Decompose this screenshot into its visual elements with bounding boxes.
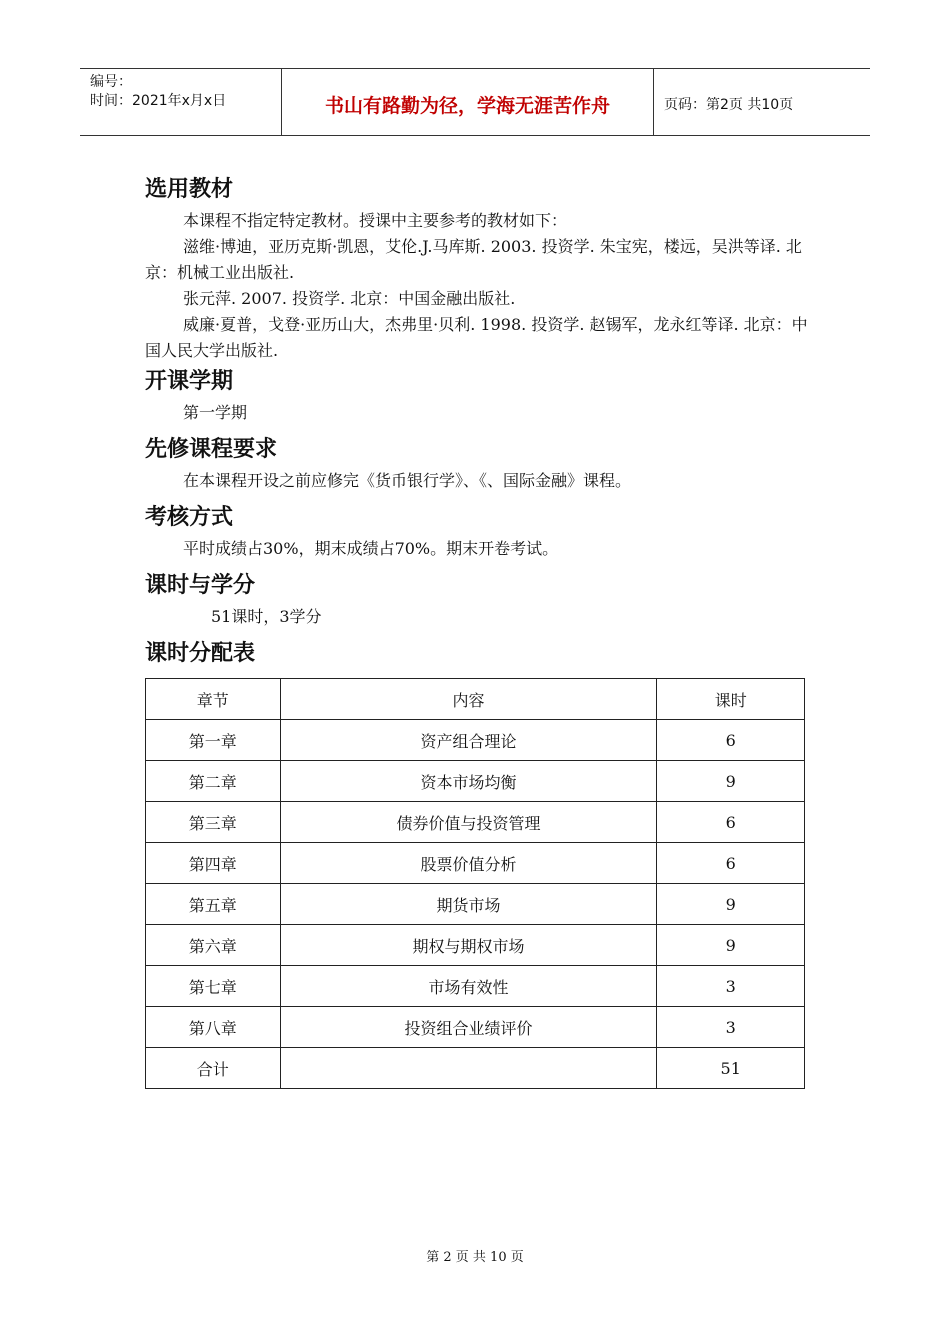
table-cell-chapter: 第六章 [146,925,281,966]
table-total-row [146,1048,805,1089]
header-meta [80,69,282,135]
table-header-content: 内容 [280,679,657,720]
allocation-table [145,678,805,1089]
table-row [146,1007,805,1048]
document-body [145,172,810,1089]
section-title-prereq: 先修课程要求 [145,437,278,462]
section-title-credits: 课时与学分 [145,573,256,598]
table-cell-content: 期权与期权市场 [280,925,657,966]
table-cell-content: 期货市场 [280,884,657,925]
header-page-info: 页码：第2页 共10页 [664,97,794,113]
table-row [146,966,805,1007]
table-cell-hours: 9 [657,761,805,802]
table-cell-hours: 9 [657,925,805,966]
table-cell-hours: 3 [657,1007,805,1048]
header-number: 编号： [90,74,132,90]
assessment-text: 平时成绩占30%，期末成绩占70%。期末开卷考试。 [183,539,559,558]
table-cell-total-label: 合计 [146,1048,281,1089]
textbook-ref-3: 威廉·夏普，戈登·亚历山大，杰弗里·贝利. 1998. 投资学. 赵锡军，龙永红等译. 北京：中国人民大学出版社. [145,315,808,360]
table-header-chapter: 章节 [146,679,281,720]
page-footer: 第 2 页 共 10 页 [426,1250,524,1265]
table-cell-chapter: 第四章 [146,843,281,884]
table-cell-content: 投资组合业绩评价 [280,1007,657,1048]
prereq-text: 在本课程开设之前应修完《货币银行学》、《、国际金融》课程。 [183,471,632,490]
semester-text: 第一学期 [183,403,248,422]
table-cell-chapter: 第七章 [146,966,281,1007]
table-row [146,843,805,884]
table-cell-hours: 6 [657,720,805,761]
table-cell-content [280,1048,657,1089]
header-slogan: 书山有路勤为径，学海无涯苦作舟 [282,69,654,135]
table-header-hours: 课时 [657,679,805,720]
table-row [146,720,805,761]
section-title-textbook: 选用教材 [145,177,234,202]
section-title-assessment: 考核方式 [145,505,234,530]
textbook-ref-2: 张元萍. 2007. 投资学. 北京：中国金融出版社. [183,289,516,308]
table-cell-hours: 6 [657,843,805,884]
table-row [146,761,805,802]
table-cell-chapter: 第一章 [146,720,281,761]
table-row [146,802,805,843]
credits-text: 51课时，3学分 [211,607,322,626]
table-cell-content: 资产组合理论 [280,720,657,761]
table-row [146,925,805,966]
table-cell-content: 债券价值与投资管理 [280,802,657,843]
section-title-allocation: 课时分配表 [145,641,256,666]
table-row [146,884,805,925]
table-cell-content: 市场有效性 [280,966,657,1007]
table-cell-hours: 3 [657,966,805,1007]
textbook-ref-1: 滋维·博迪，亚历克斯·凯恩，艾伦.J.马库斯. 2003. 投资学. 朱宝宪，楼远，吴洪等译. 北京：机械工业出版社. [145,237,802,282]
table-cell-chapter: 第三章 [146,802,281,843]
table-cell-total-hours: 51 [657,1048,805,1089]
table-cell-chapter: 第二章 [146,761,281,802]
textbook-intro: 本课程不指定特定教材。授课中主要参考的教材如下： [183,211,568,230]
document-header [80,68,870,136]
header-time: 时间：2021年x月x日 [90,93,227,109]
table-cell-chapter: 第八章 [146,1007,281,1048]
table-cell-chapter: 第五章 [146,884,281,925]
table-header-row [146,679,805,720]
table-cell-content: 股票价值分析 [280,843,657,884]
section-title-semester: 开课学期 [145,369,234,394]
table-cell-hours: 9 [657,884,805,925]
table-cell-hours: 6 [657,802,805,843]
table-cell-content: 资本市场均衡 [280,761,657,802]
